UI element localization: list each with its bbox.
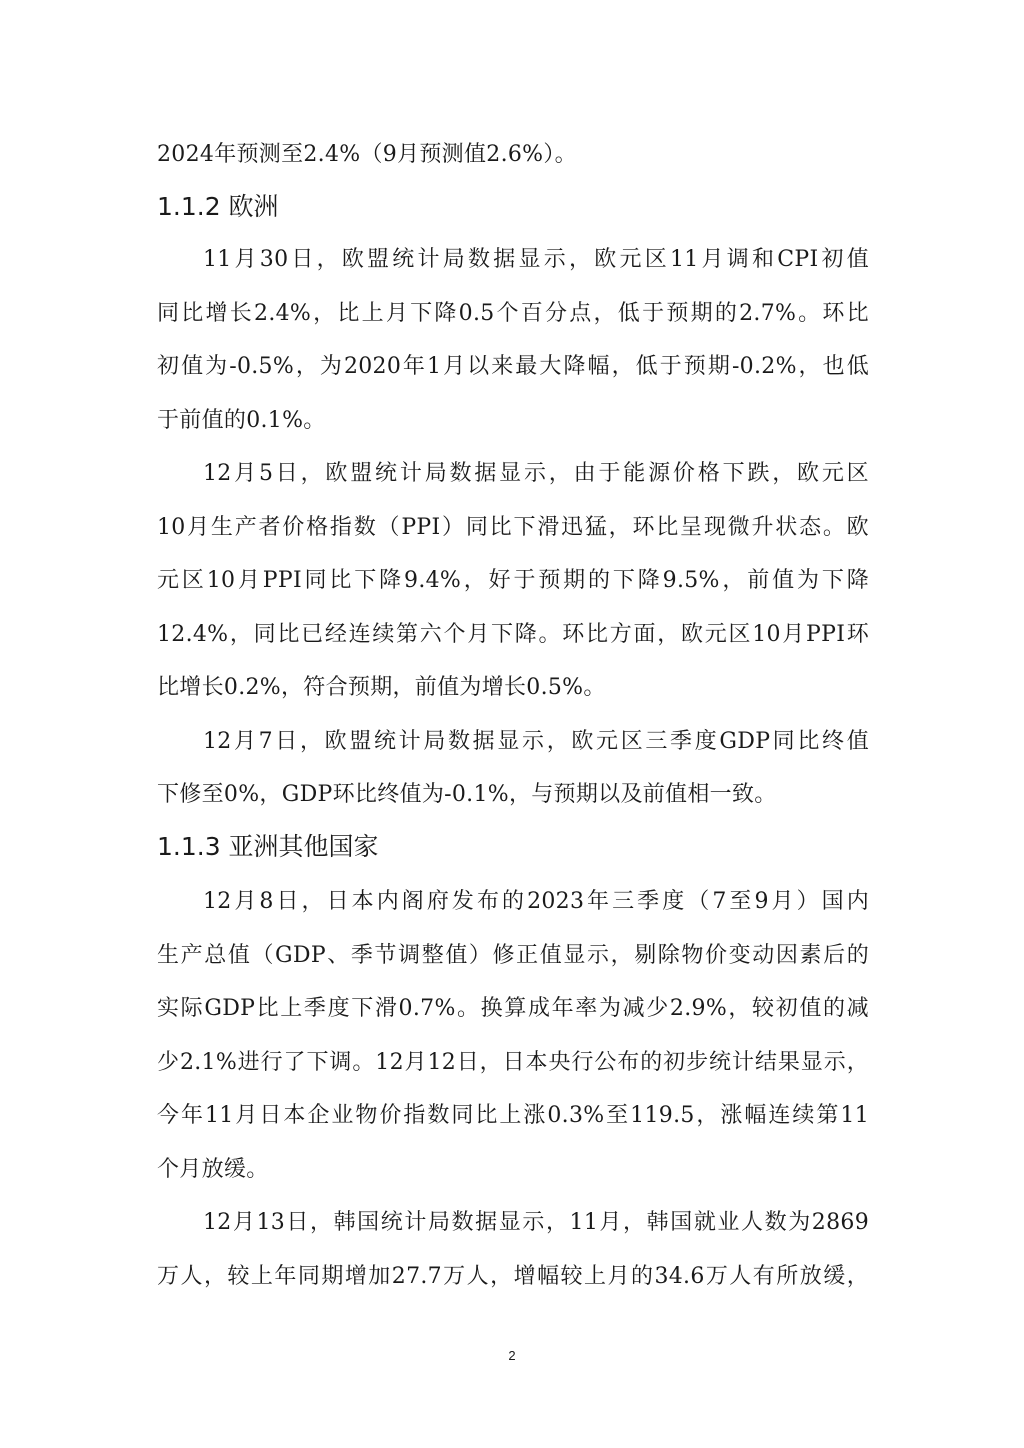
- paragraph-line: 比增长0.2%，符合预期，前值为增长0.5%。: [157, 675, 606, 700]
- paragraph-line: 今年11月日本企业物价指数同比上涨0.3%至119.5，涨幅连续第11: [157, 1103, 869, 1128]
- paragraph-line: 个月放缓。: [157, 1157, 269, 1182]
- paragraph-line: 12月8日，日本内阁府发布的2023年三季度（7至9月）国内: [203, 889, 869, 914]
- paragraph-line: 实际GDP比上季度下滑0.7%。换算成年率为减少2.9%，较初值的减: [157, 996, 869, 1021]
- paragraph-line: 2024年预测至2.4%（9月预测值2.6%）。: [157, 142, 577, 167]
- paragraph-line: 12月5日，欧盟统计局数据显示，由于能源价格下跌，欧元区: [203, 461, 869, 486]
- paragraph-line: 万人，较上年同期增加27.7万人，增幅较上月的34.6万人有所放缓，: [157, 1264, 869, 1289]
- paragraph-line: 生产总值（GDP、季节调整值）修正值显示，剔除物价变动因素后的: [157, 943, 869, 968]
- paragraph-line: 12月13日，韩国统计局数据显示，11月，韩国就业人数为2869: [203, 1210, 869, 1235]
- paragraph-line: 于前值的0.1%。: [157, 408, 326, 433]
- paragraph-line: 12.4%，同比已经连续第六个月下降。环比方面，欧元区10月PPI环: [157, 622, 869, 647]
- paragraph-line: 少2.1%进行了下调。12月12日，日本央行公布的初步统计结果显示，: [157, 1050, 869, 1075]
- paragraph-line: 11月30日，欧盟统计局数据显示，欧元区11月调和CPI初值: [203, 247, 869, 272]
- paragraph-line: 初值为-0.5%，为2020年1月以来最大降幅，低于预期-0.2%，也低: [157, 354, 869, 379]
- paragraph-line: 12月7日，欧盟统计局数据显示，欧元区三季度GDP同比终值: [203, 729, 869, 754]
- paragraph-line: 同比增长2.4%，比上月下降0.5个百分点，低于预期的2.7%。环比: [157, 301, 869, 326]
- paragraph-line: 下修至0%，GDP环比终值为-0.1%，与预期以及前值相一致。: [157, 782, 777, 807]
- page-number: 2: [508, 1348, 516, 1363]
- section-heading-asia: 1.1.3 亚洲其他国家: [157, 832, 379, 861]
- paragraph-line: 元区10月PPI同比下降9.4%，好于预期的下降9.5%，前值为下降: [157, 568, 869, 593]
- paragraph-line: 10月生产者价格指数（PPI）同比下滑迅猛，环比呈现微升状态。欧: [157, 515, 869, 540]
- section-heading-europe: 1.1.2 欧洲: [157, 192, 279, 221]
